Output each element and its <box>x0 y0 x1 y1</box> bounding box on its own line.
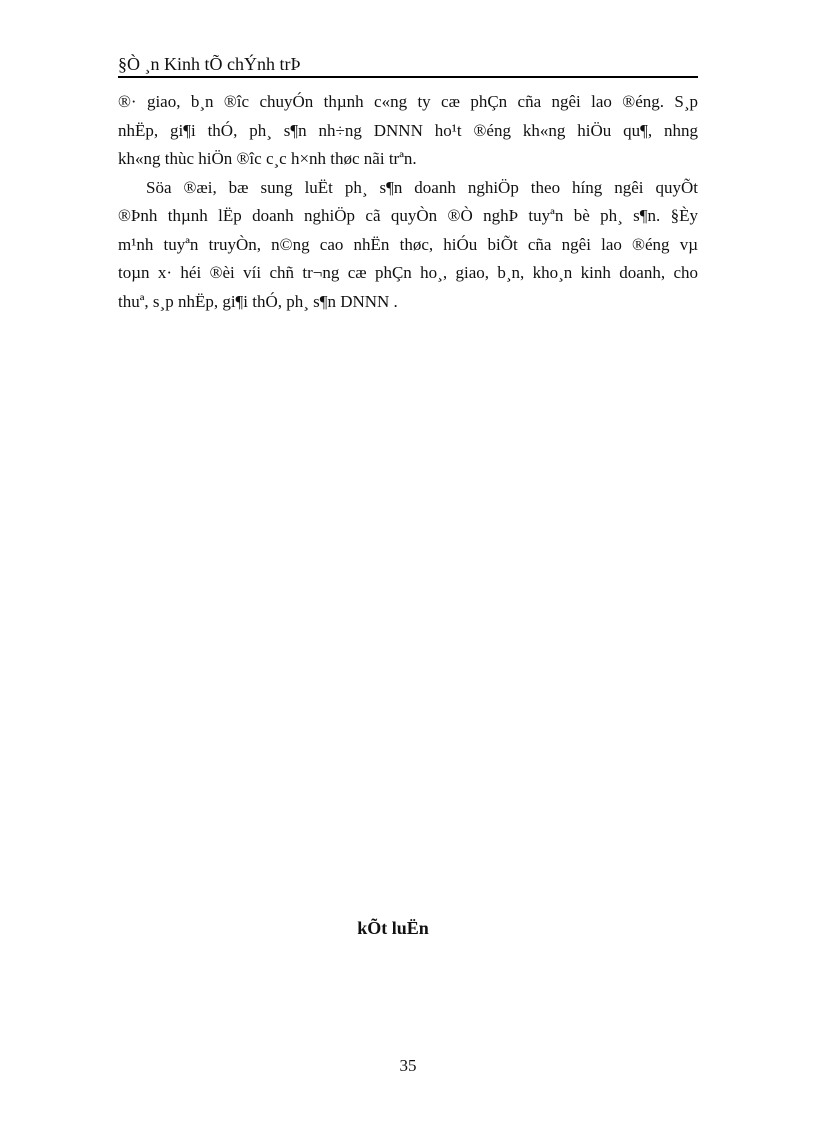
text-line: m¹nh tuyªn truyÒn, n©ng cao nhËn thøc, hiÓu biÕt cña ngêi lao ®éng vµ <box>118 234 698 254</box>
paragraph-1 <box>118 88 698 174</box>
text-line: toµn x· héi ®èi víi chñ tr¬ng cæ phÇn ho¸, giao, b¸n, kho¸n kinh doanh, cho <box>118 263 698 282</box>
conclusion-heading: kÕt luËn <box>357 918 429 938</box>
text-line: kh«ng thùc hiÖn ®îc c¸c h×nh thøc nãi trªn. <box>118 149 417 168</box>
text-line: ®Þnh thµnh lËp doanh nghiÖp cã quyÒn ®Ò nghÞ tuyªn bè ph¸ s¶n. §Èy <box>118 206 698 225</box>
text-line: Söa ®æi, bæ sung luËt ph¸ s¶n doanh nghiÖp theo híng ngêi quyÕt <box>146 177 698 197</box>
text-line: nhËp, gi¶i thÓ, ph¸ s¶n nh÷ng DNNN ho¹t ®éng kh«ng hiÖu qu¶, nhng <box>118 120 698 140</box>
page-header <box>118 52 698 78</box>
page-number-text: 35 <box>399 1056 417 1075</box>
text-line: ®· giao, b¸n ®îc chuyÓn thµnh c«ng ty cæ phÇn cña ngêi lao ®éng. S¸p <box>118 92 698 111</box>
paragraph-2 <box>118 174 698 317</box>
page-number <box>0 1056 816 1076</box>
body-text <box>118 88 698 316</box>
header-title: §Ò ¸n Kinh tÕ chÝnh trÞ <box>118 54 301 74</box>
text-line: thuª, s¸p nhËp, gi¶i thÓ, ph¸ s¶n DNNN . <box>118 291 398 311</box>
section-heading <box>0 918 816 939</box>
